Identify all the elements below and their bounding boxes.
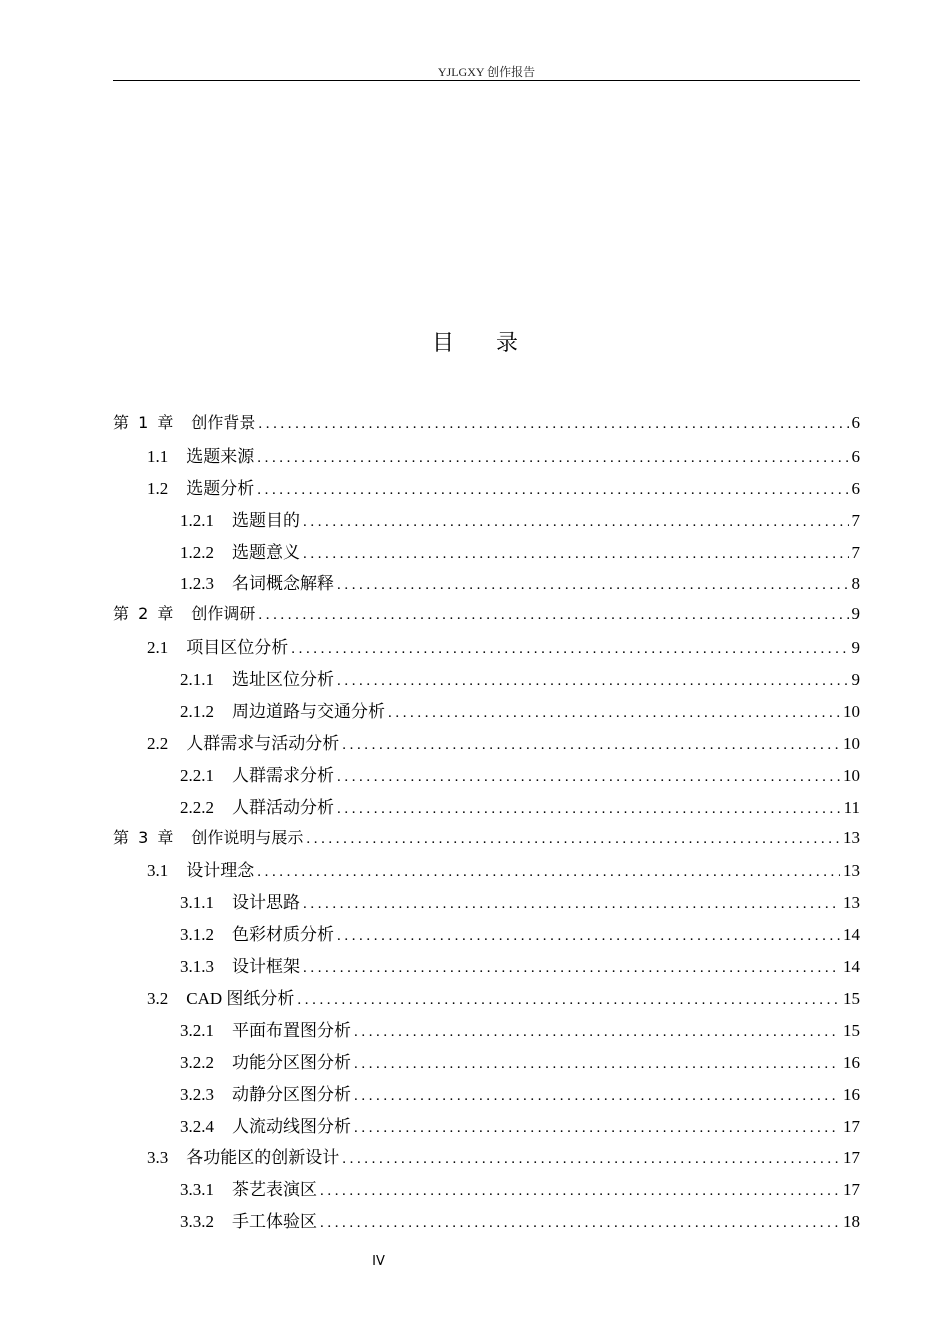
toc-entry[interactable] bbox=[113, 1143, 860, 1175]
toc-entry[interactable] bbox=[113, 761, 860, 793]
toc-dot-leader bbox=[320, 1183, 840, 1200]
toc-dot-leader bbox=[342, 1151, 840, 1168]
toc-entry-number: 2.1 bbox=[147, 638, 169, 658]
toc-entry[interactable] bbox=[113, 1112, 860, 1144]
toc-dot-leader bbox=[337, 769, 840, 786]
toc-entry-label: 创作调研 bbox=[191, 604, 256, 624]
toc-entry-number: 3.2 bbox=[147, 989, 169, 1009]
toc-entry-number: 3.2.3 bbox=[180, 1084, 214, 1104]
toc-dot-leader bbox=[257, 450, 848, 467]
toc-entry-label: 名词概念解释 bbox=[232, 574, 334, 594]
toc-entry[interactable] bbox=[113, 793, 860, 825]
toc-entry-page: 10 bbox=[843, 733, 860, 753]
toc-entry-label: 周边道路与交通分析 bbox=[232, 702, 385, 722]
toc-entry[interactable] bbox=[113, 856, 860, 888]
page-number: IV bbox=[372, 1254, 385, 1269]
toc-entry-label: 动静分区图分析 bbox=[232, 1084, 351, 1104]
toc-entry-label: 选址区位分析 bbox=[232, 670, 334, 690]
toc-entry-label: 创作说明与展示 bbox=[191, 827, 304, 847]
toc-entry-page: 15 bbox=[843, 989, 860, 1009]
toc-entry-label: 选题意义 bbox=[232, 542, 300, 562]
toc-entry-label: 设计思路 bbox=[232, 893, 300, 913]
toc-entry-label: 设计框架 bbox=[232, 957, 300, 977]
toc-entry-label: 选题分析 bbox=[186, 478, 255, 498]
toc-entry[interactable] bbox=[113, 1207, 860, 1239]
toc-dot-leader bbox=[257, 864, 840, 881]
toc-dot-leader bbox=[337, 673, 849, 690]
toc-entry-page: 16 bbox=[843, 1052, 860, 1072]
toc-dot-leader bbox=[257, 482, 848, 499]
toc-entry-page: 11 bbox=[843, 797, 860, 817]
toc-entry-number: 3.2.4 bbox=[180, 1116, 214, 1136]
toc-entry-number: 3.2.1 bbox=[180, 1020, 214, 1040]
toc-entry-label: 选题目的 bbox=[232, 510, 300, 530]
toc-entry[interactable] bbox=[113, 697, 860, 729]
toc-entry-page: 13 bbox=[843, 827, 860, 847]
toc-entry[interactable] bbox=[113, 1016, 860, 1048]
toc-dot-leader bbox=[342, 737, 840, 754]
toc-dot-leader bbox=[297, 992, 840, 1009]
toc-entry[interactable] bbox=[113, 729, 860, 761]
toc-entry-number: 3.2.2 bbox=[180, 1052, 214, 1072]
toc-entry-label: CAD 图纸分析 bbox=[186, 989, 295, 1009]
toc-title: 目录 bbox=[431, 331, 560, 356]
toc-dot-leader bbox=[258, 607, 848, 624]
toc-entry[interactable] bbox=[113, 825, 860, 857]
toc-entry-label: 设计理念 bbox=[186, 861, 255, 881]
toc-dot-leader bbox=[258, 416, 848, 433]
toc-entry-label: 人群需求分析 bbox=[232, 765, 334, 785]
toc-entry-page: 17 bbox=[843, 1116, 860, 1136]
toc-entry-page: 17 bbox=[843, 1180, 860, 1200]
toc-entry-page: 14 bbox=[843, 957, 860, 977]
toc-entry[interactable] bbox=[113, 1080, 860, 1112]
toc-entry-label: 各功能区的创新设计 bbox=[186, 1148, 340, 1168]
toc-entry-page: 10 bbox=[843, 765, 860, 785]
toc-entry-page: 15 bbox=[843, 1020, 860, 1040]
toc-entry-label: 功能分区图分析 bbox=[232, 1052, 351, 1072]
toc-dot-leader bbox=[337, 577, 849, 594]
toc-entry-page: 6 bbox=[851, 413, 860, 432]
toc-entry-number: 3.1 bbox=[147, 861, 169, 881]
toc-dot-leader bbox=[303, 514, 849, 531]
toc-dot-leader bbox=[388, 705, 840, 722]
toc-entry-page: 13 bbox=[843, 861, 860, 881]
toc-entry-label: 项目区位分析 bbox=[186, 638, 289, 658]
toc-dot-leader bbox=[354, 1024, 840, 1041]
toc-entry[interactable] bbox=[113, 569, 860, 601]
toc-entry-label: 手工体验区 bbox=[232, 1212, 317, 1232]
toc-entry[interactable] bbox=[113, 984, 860, 1016]
toc-entry-number: 1.1 bbox=[147, 446, 169, 466]
toc-entry-page: 14 bbox=[843, 925, 860, 945]
toc-entry-number: 1.2.3 bbox=[180, 574, 214, 594]
toc-entry-label: 色彩材质分析 bbox=[232, 925, 334, 945]
toc-dot-leader bbox=[337, 928, 840, 945]
toc-entry-label: 茶艺表演区 bbox=[232, 1180, 317, 1200]
toc-entry-label: 人流动线图分析 bbox=[232, 1116, 351, 1136]
toc-entry[interactable] bbox=[113, 474, 860, 506]
toc-entry[interactable] bbox=[113, 1175, 860, 1207]
toc-entry[interactable] bbox=[113, 506, 860, 538]
toc-entry-number: 1.2.1 bbox=[180, 510, 214, 530]
toc-dot-leader bbox=[354, 1056, 840, 1073]
toc-dot-leader bbox=[303, 546, 849, 563]
toc-entry-label: 人群活动分析 bbox=[232, 797, 334, 817]
toc-entry[interactable] bbox=[113, 601, 860, 633]
toc-entry-label: 人群需求与活动分析 bbox=[186, 733, 340, 753]
toc-entry-page: 9 bbox=[851, 670, 860, 690]
toc-entry-page: 8 bbox=[851, 574, 860, 594]
toc-entry-number: 3.3.1 bbox=[180, 1180, 214, 1200]
toc-entry-label: 选题来源 bbox=[186, 446, 255, 466]
toc-entry[interactable] bbox=[113, 1048, 860, 1080]
toc-entry-page: 10 bbox=[843, 702, 860, 722]
toc-entry-number: 第 2 章 bbox=[113, 604, 174, 624]
toc-entry-number: 3.1.3 bbox=[180, 957, 214, 977]
toc-entry[interactable] bbox=[113, 665, 860, 697]
toc-entry-number: 2.2 bbox=[147, 733, 169, 753]
toc-entry-number: 1.2 bbox=[147, 478, 169, 498]
toc-dot-leader bbox=[303, 960, 840, 977]
toc-entry-number: 2.1.2 bbox=[180, 702, 214, 722]
toc-entry-page: 16 bbox=[843, 1084, 860, 1104]
toc-entry-number: 第 3 章 bbox=[113, 827, 174, 847]
toc-dot-leader bbox=[320, 1215, 840, 1232]
toc-entry[interactable] bbox=[113, 442, 860, 474]
toc-entry-page: 17 bbox=[843, 1148, 860, 1168]
toc-entry-label: 创作背景 bbox=[191, 413, 256, 432]
toc-dot-leader bbox=[337, 801, 841, 818]
toc-entry-page: 7 bbox=[851, 510, 860, 530]
toc-entry[interactable] bbox=[113, 538, 860, 570]
toc-entry-number: 第 1 章 bbox=[113, 413, 174, 432]
toc-dot-leader bbox=[354, 1088, 840, 1105]
toc-dot-leader bbox=[303, 896, 840, 913]
toc-entry[interactable] bbox=[113, 888, 860, 920]
toc-entry-page: 18 bbox=[843, 1212, 860, 1232]
toc-dot-leader bbox=[291, 641, 848, 658]
toc-entry-page: 13 bbox=[843, 893, 860, 913]
toc-entry[interactable] bbox=[113, 952, 860, 984]
toc-entry-page: 6 bbox=[851, 446, 860, 466]
toc-entry[interactable] bbox=[113, 633, 860, 665]
page-header: YJLGXY 创作报告 bbox=[113, 64, 860, 81]
toc-entry-page: 9 bbox=[851, 604, 860, 624]
toc-entry-number: 2.1.1 bbox=[180, 670, 214, 690]
toc-entry-number: 2.2.1 bbox=[180, 765, 214, 785]
toc-entry-number: 2.2.2 bbox=[180, 797, 214, 817]
toc-entry-number: 3.1.2 bbox=[180, 925, 214, 945]
toc-entry-number: 3.1.1 bbox=[180, 893, 214, 913]
table-of-contents bbox=[113, 410, 860, 1239]
toc-dot-leader bbox=[354, 1120, 840, 1137]
toc-entry-page: 9 bbox=[851, 638, 860, 658]
toc-entry[interactable] bbox=[113, 920, 860, 952]
toc-entry-page: 6 bbox=[851, 478, 860, 498]
toc-entry-number: 3.3 bbox=[147, 1148, 169, 1168]
toc-entry-number: 1.2.2 bbox=[180, 542, 214, 562]
toc-entry-label: 平面布置图分析 bbox=[232, 1020, 351, 1040]
toc-entry-page: 7 bbox=[851, 542, 860, 562]
toc-entry[interactable] bbox=[113, 410, 860, 442]
toc-dot-leader bbox=[306, 831, 840, 848]
toc-entry-number: 3.3.2 bbox=[180, 1212, 214, 1232]
